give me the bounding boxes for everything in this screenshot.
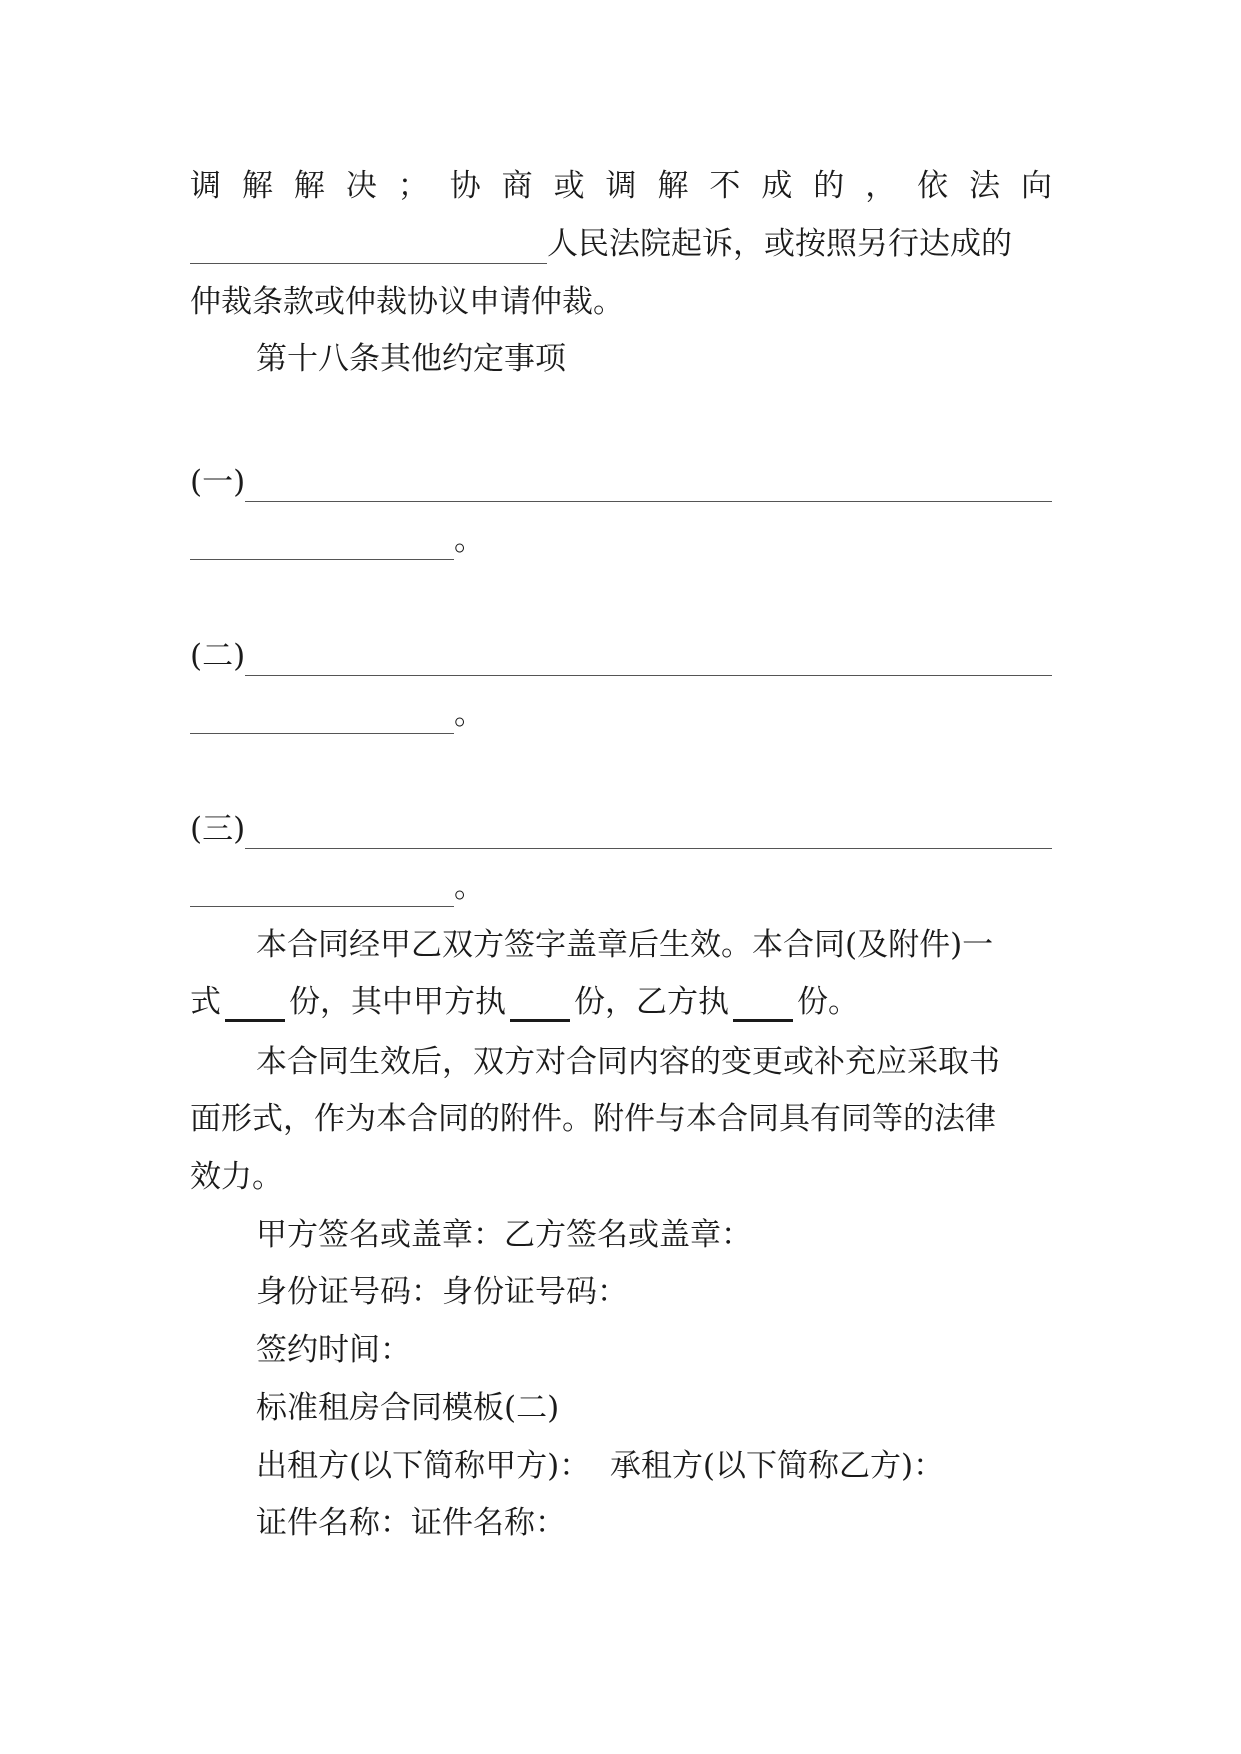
item-3-line-1 [190, 809, 1052, 849]
item-3-label: (三) [190, 811, 246, 847]
sign-id: 身份证号码：身份证号码： [256, 1274, 628, 1310]
effect-p2: 份，其中甲方执 [289, 984, 506, 1020]
item-1-blank-2 [190, 529, 454, 560]
dispute-line-1-char: ； [397, 168, 429, 204]
item-3-blank [245, 818, 1052, 849]
dispute-line-1-char: 协 [449, 168, 481, 204]
item-1-line-2 [190, 520, 1052, 560]
item-1-end: 。 [454, 522, 485, 558]
copies-party-b-blank [733, 989, 793, 1022]
dispute-line-3: 仲裁条款或仲裁协议申请仲裁。 [190, 284, 624, 320]
item-3-blank-2 [190, 876, 454, 907]
dispute-line-1-char: 调 [190, 168, 221, 204]
dispute-line-1-char: 的 [813, 168, 845, 204]
dispute-line-1-char: 法 [969, 168, 1001, 204]
amend-line-1: 本合同生效后，双方对合同内容的变更或补充应采取书 [256, 1044, 1000, 1080]
dispute-line-1-char: 或 [553, 168, 585, 204]
item-2-blank [245, 645, 1052, 676]
template-2-cert: 证件名称：证件名称： [256, 1505, 566, 1541]
item-1-label: (一) [190, 464, 246, 500]
item-2-blank-2 [190, 703, 454, 734]
dispute-line-1-char: 依 [917, 168, 949, 204]
article-18-title: 第十八条其他约定事项 [256, 341, 566, 377]
sign-parties: 甲方签名或盖章：乙方签名或盖章： [256, 1217, 752, 1253]
item-2-end: 。 [454, 696, 485, 732]
item-2-label: (二) [190, 638, 246, 674]
dispute-line-1-char: 调 [605, 168, 637, 204]
copies-party-a-blank [510, 989, 570, 1022]
dispute-line-1-char: 成 [761, 168, 793, 204]
court-blank [190, 233, 547, 264]
item-3-end: 。 [454, 869, 485, 905]
template-2-title: 标准租房合同模板(二) [256, 1390, 560, 1426]
effect-line-2 [190, 982, 1052, 1022]
dispute-line-1-char: 不 [709, 168, 741, 204]
sign-time: 签约时间： [256, 1332, 411, 1368]
copies-total-blank [225, 989, 285, 1022]
dispute-line-1-char: 决 [345, 168, 377, 204]
effect-line-1: 本合同经甲乙双方签字盖章后生效。本合同(及附件)一 [256, 927, 994, 963]
dispute-line-1-char: 解 [657, 168, 689, 204]
dispute-line-2 [190, 224, 1052, 264]
dispute-line-1 [190, 166, 1052, 206]
dispute-line-1-char: 向 [1021, 168, 1052, 204]
item-3-line-2 [190, 867, 1052, 907]
amend-line-3: 效力。 [190, 1159, 283, 1195]
template-2-parties: 出租方(以下简称甲方)： 承租方(以下简称乙方)： [256, 1448, 945, 1484]
dispute-line-1-char: 商 [501, 168, 533, 204]
effect-p1: 式 [190, 984, 221, 1020]
amend-line-2: 面形式，作为本合同的附件。附件与本合同具有同等的法律 [190, 1101, 996, 1137]
item-2-line-2 [190, 694, 1052, 734]
effect-p4: 份。 [797, 984, 859, 1020]
item-2-line-1 [190, 636, 1052, 676]
effect-p3: 份，乙方执 [574, 984, 729, 1020]
dispute-line-1-char: 解 [293, 168, 325, 204]
dispute-line-1-char: ， [865, 168, 897, 204]
dispute-line-1-char: 解 [241, 168, 273, 204]
dispute-line-2-text: 人民法院起诉，或按照另行达成的 [547, 226, 1012, 262]
item-1-line-1 [190, 462, 1052, 502]
item-1-blank [245, 471, 1052, 502]
